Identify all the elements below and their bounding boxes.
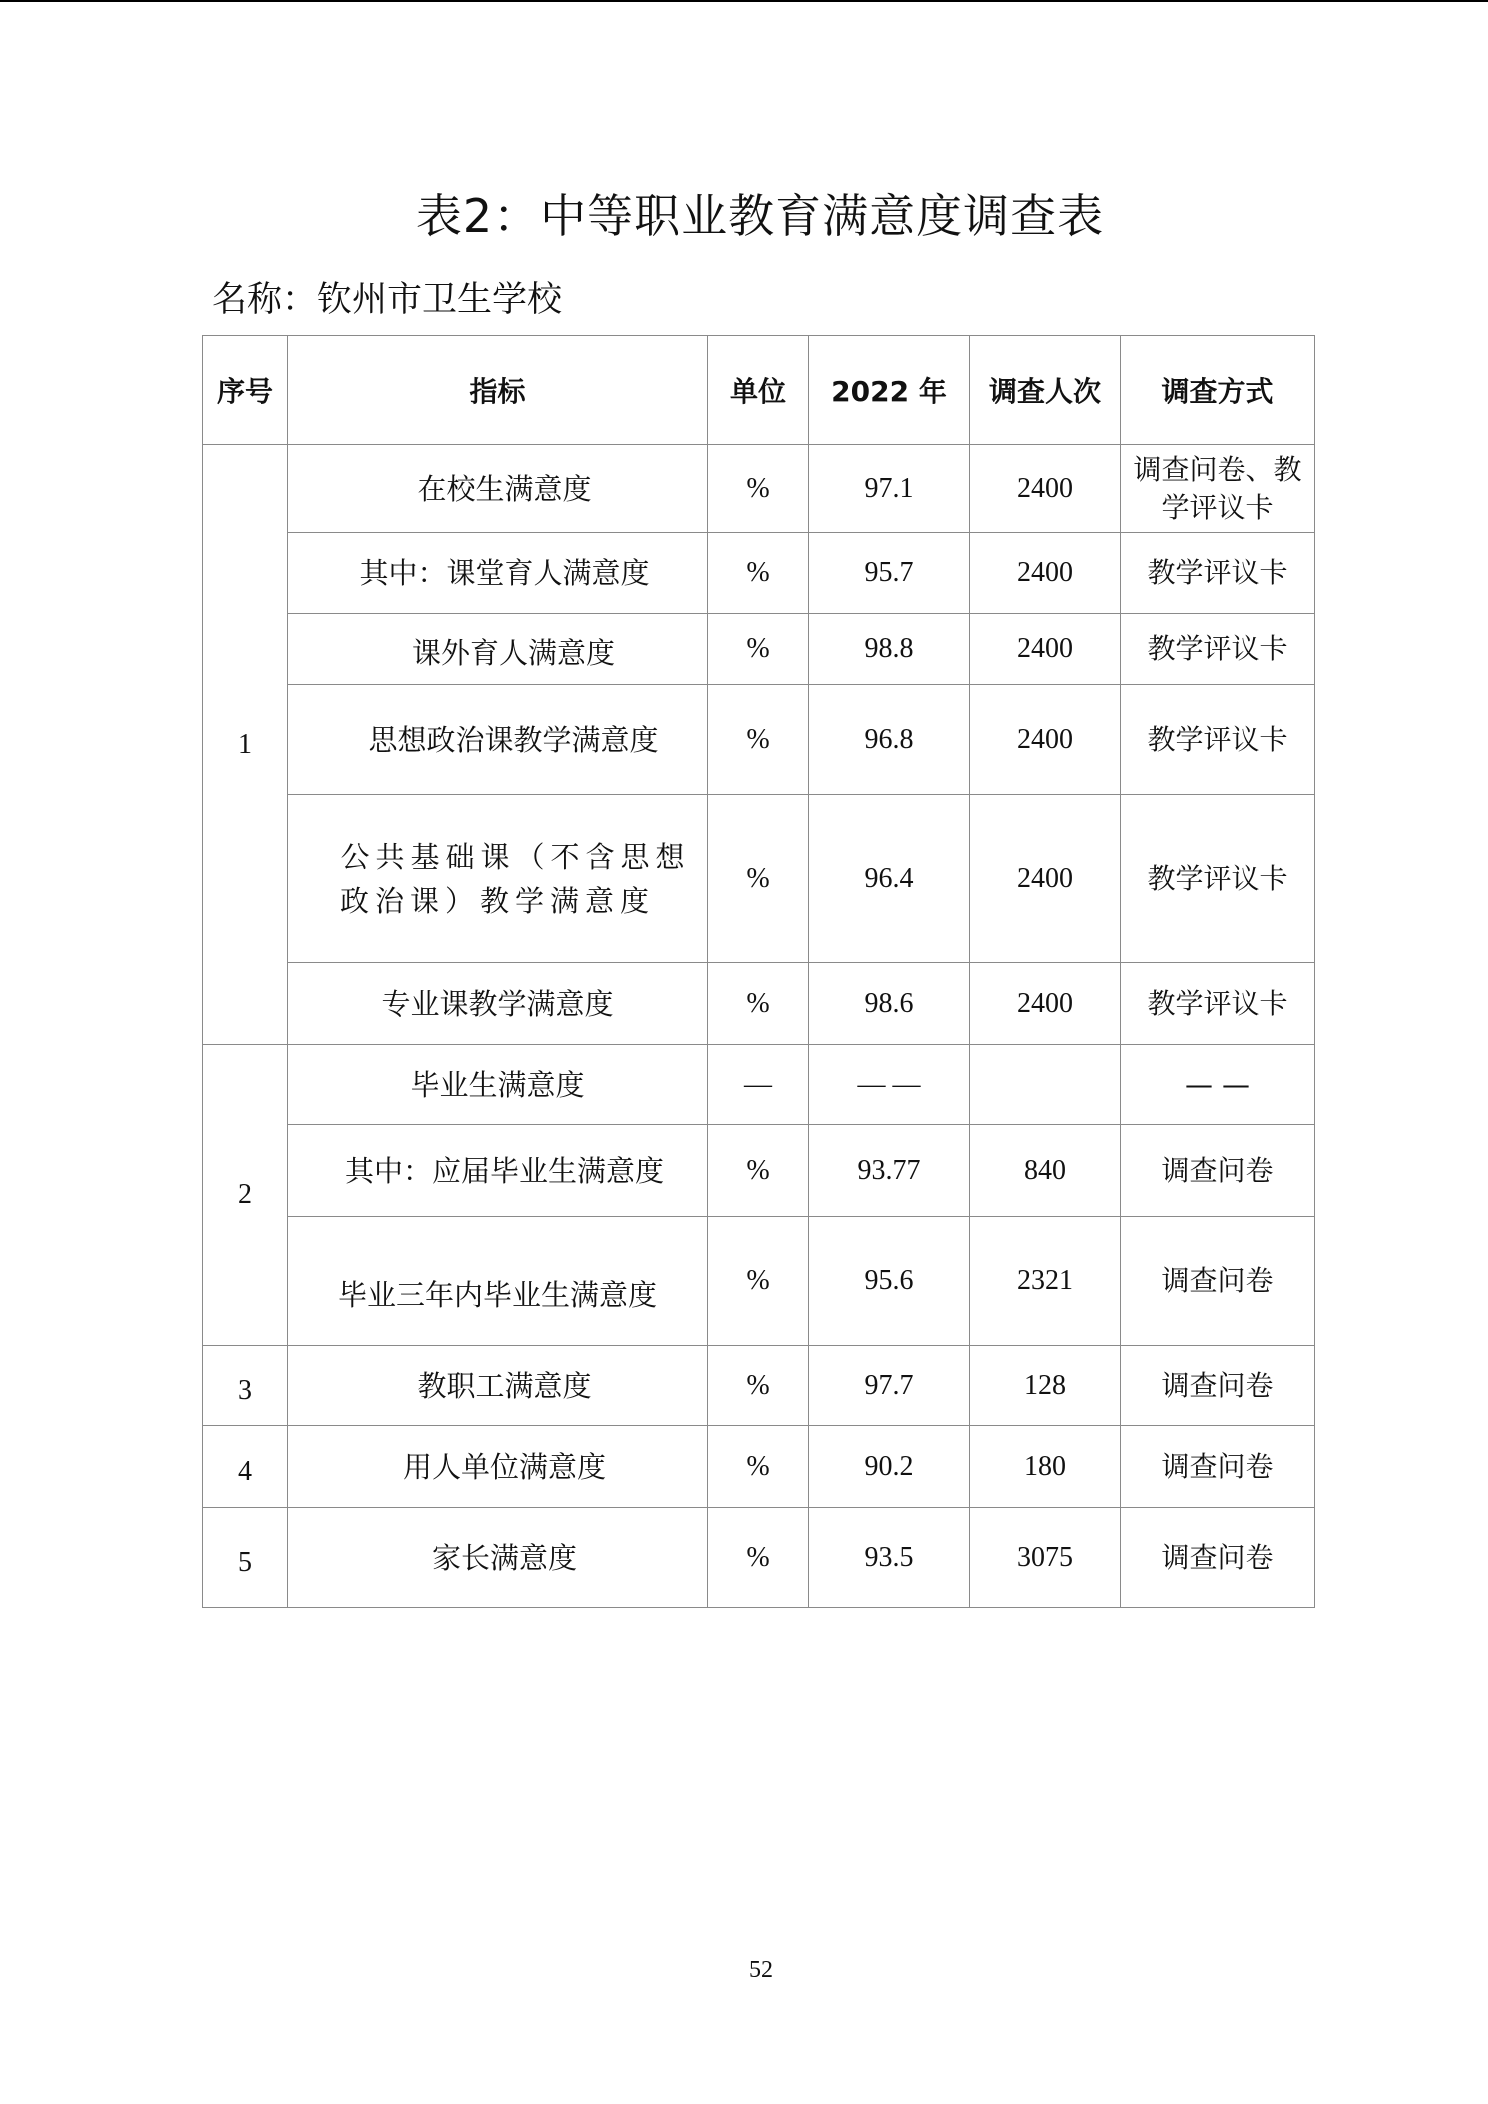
table-row xyxy=(203,533,1315,614)
count-cell: 840 xyxy=(970,1125,1121,1217)
table-row xyxy=(203,1346,1315,1426)
method-cell: 教学评议卡 xyxy=(1121,533,1315,614)
unit-cell: % xyxy=(708,1217,809,1346)
seq-cell: 5 xyxy=(203,1508,288,1608)
indicator-cell: 教职工满意度 xyxy=(288,1346,708,1426)
count-cell: 2400 xyxy=(970,963,1121,1045)
seq-cell: 1 xyxy=(203,445,288,1045)
indicator-cell: 毕业三年内毕业生满意度 xyxy=(288,1217,708,1346)
value-cell: 93.5 xyxy=(809,1508,970,1608)
seq-cell: 4 xyxy=(203,1426,288,1508)
unit-cell: % xyxy=(708,445,809,533)
table-row xyxy=(203,1426,1315,1508)
table-row xyxy=(203,445,1315,533)
table-header-row xyxy=(203,336,1315,445)
header-method: 调查方式 xyxy=(1121,336,1315,445)
count-cell: 2400 xyxy=(970,685,1121,795)
method-cell: 调查问卷 xyxy=(1121,1217,1315,1346)
count-cell: 2400 xyxy=(970,533,1121,614)
value-cell: 98.8 xyxy=(809,614,970,685)
value-cell: 97.7 xyxy=(809,1346,970,1426)
indicator-cell: 其中：应届毕业生满意度 xyxy=(288,1125,708,1217)
page-number: 52 xyxy=(749,1957,773,1983)
header-count: 调查人次 xyxy=(970,336,1121,445)
header-seq: 序号 xyxy=(203,336,288,445)
table-row xyxy=(203,1045,1315,1125)
value-cell: 95.6 xyxy=(809,1217,970,1346)
seq-cell: 3 xyxy=(203,1346,288,1426)
method-cell: — — xyxy=(1121,1045,1315,1125)
method-cell: 教学评议卡 xyxy=(1121,614,1315,685)
unit-cell: % xyxy=(708,963,809,1045)
table-row xyxy=(203,1125,1315,1217)
unit-cell: % xyxy=(708,614,809,685)
count-cell: 3075 xyxy=(970,1508,1121,1608)
school-name: 名称：钦州市卫生学校 xyxy=(212,280,563,320)
count-cell: 2400 xyxy=(970,445,1121,533)
unit-cell: — xyxy=(708,1045,809,1125)
value-cell: 93.77 xyxy=(809,1125,970,1217)
indicator-cell: 其中：课堂育人满意度 xyxy=(288,533,708,614)
table-row xyxy=(203,1217,1315,1346)
indicator-cell: 在校生满意度 xyxy=(288,445,708,533)
seq-cell: 2 xyxy=(203,1045,288,1346)
method-cell: 教学评议卡 xyxy=(1121,685,1315,795)
unit-cell: % xyxy=(708,685,809,795)
method-cell: 教学评议卡 xyxy=(1121,963,1315,1045)
value-cell: 95.7 xyxy=(809,533,970,614)
unit-cell: % xyxy=(708,1346,809,1426)
header-indicator: 指标 xyxy=(288,336,708,445)
value-cell: — — xyxy=(809,1045,970,1125)
method-cell: 调查问卷、教学评议卡 xyxy=(1121,445,1315,533)
header-unit: 单位 xyxy=(708,336,809,445)
indicator-cell: 专业课教学满意度 xyxy=(288,963,708,1045)
table-row xyxy=(203,685,1315,795)
value-cell: 96.8 xyxy=(809,685,970,795)
method-cell: 调查问卷 xyxy=(1121,1508,1315,1608)
table-row xyxy=(203,614,1315,685)
indicator-cell: 毕业生满意度 xyxy=(288,1045,708,1125)
satisfaction-table xyxy=(202,335,1315,1608)
count-cell: 128 xyxy=(970,1346,1121,1426)
count-cell: 2400 xyxy=(970,614,1121,685)
indicator-cell: 课外育人满意度 xyxy=(288,614,708,685)
page-title: 表2：中等职业教育满意度调查表 xyxy=(415,189,1105,243)
method-cell: 调查问卷 xyxy=(1121,1346,1315,1426)
indicator-cell: 公共基础课（不含思想政治课）教学满意度 xyxy=(288,795,708,963)
unit-cell: % xyxy=(708,1508,809,1608)
value-cell: 97.1 xyxy=(809,445,970,533)
value-cell: 98.6 xyxy=(809,963,970,1045)
count-cell: 2321 xyxy=(970,1217,1121,1346)
header-year: 2022 年 xyxy=(809,336,970,445)
unit-cell: % xyxy=(708,795,809,963)
table-row xyxy=(203,963,1315,1045)
value-cell: 96.4 xyxy=(809,795,970,963)
indicator-cell: 思想政治课教学满意度 xyxy=(288,685,708,795)
unit-cell: % xyxy=(708,1125,809,1217)
table-row xyxy=(203,795,1315,963)
unit-cell: % xyxy=(708,533,809,614)
unit-cell: % xyxy=(708,1426,809,1508)
value-cell: 90.2 xyxy=(809,1426,970,1508)
count-cell: 2400 xyxy=(970,795,1121,963)
method-cell: 教学评议卡 xyxy=(1121,795,1315,963)
table-row xyxy=(203,1508,1315,1608)
indicator-cell: 家长满意度 xyxy=(288,1508,708,1608)
indicator-cell: 用人单位满意度 xyxy=(288,1426,708,1508)
method-cell: 调查问卷 xyxy=(1121,1125,1315,1217)
count-cell: 180 xyxy=(970,1426,1121,1508)
count-cell xyxy=(970,1045,1121,1125)
method-cell: 调查问卷 xyxy=(1121,1426,1315,1508)
